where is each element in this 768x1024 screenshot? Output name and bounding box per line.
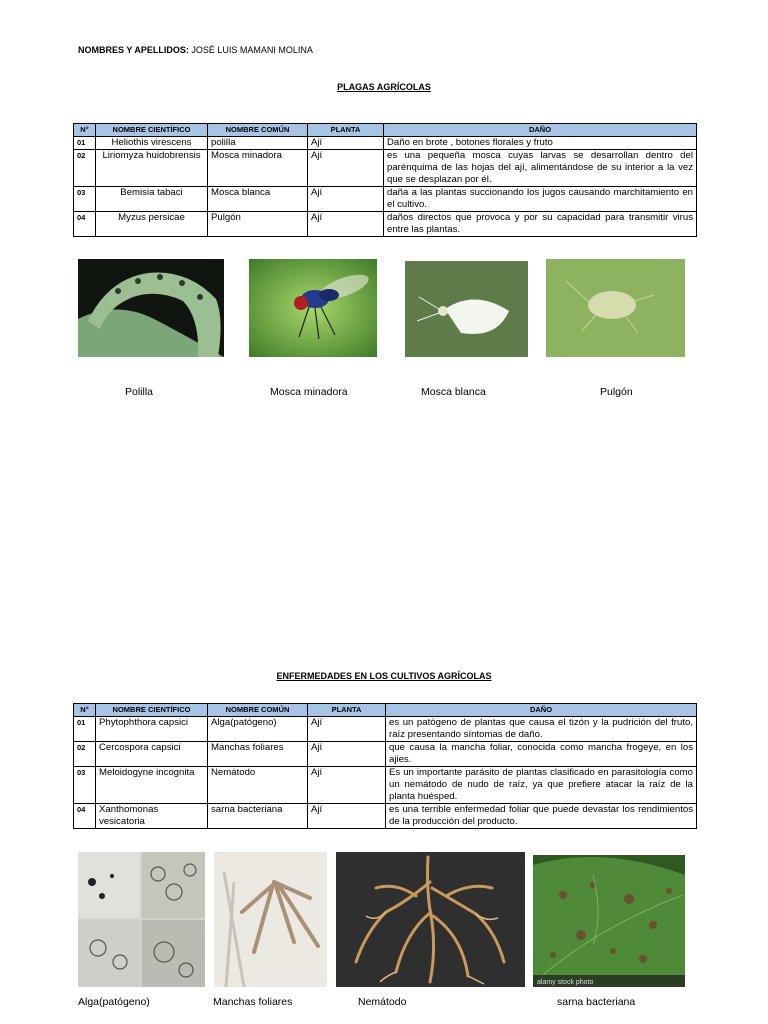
caption-mosca-blanca: Mosca blanca [421, 386, 486, 398]
plant: Ají [308, 767, 386, 804]
fly-photo [249, 259, 377, 357]
pests-table-header [74, 124, 697, 137]
caption-sarna-bacteriana: sarna bacteriana [557, 996, 636, 1008]
caption-manchas-foliares: Manchas foliares [213, 996, 293, 1008]
nematode-roots-photo [336, 852, 525, 987]
author-line [78, 45, 313, 55]
damage: daños directos que provoca y por su capacidad para transmitir virus entre las plantas. [384, 212, 697, 237]
table-row [74, 137, 697, 150]
col-damage: DAÑO [384, 124, 697, 137]
plant: Ají [308, 150, 384, 187]
common-name: polilla [208, 137, 308, 150]
caption-polilla: Polilla [125, 386, 154, 398]
scientific-name: Myzus persicae [96, 212, 208, 237]
table-row [74, 212, 697, 237]
scientific-name: Cercospora capsici [96, 742, 208, 767]
stock-watermark: alamy stock photo [537, 979, 594, 986]
damage: Daño en brote , botones florales y fruto [384, 137, 697, 150]
col-common: NOMBRE COMÚN [208, 124, 308, 137]
plant: Ají [308, 717, 386, 742]
table-row [74, 742, 697, 767]
scientific-name: Xanthomonas vesicatoria [96, 804, 208, 829]
col-sci: NOMBRE CIENTÍFICO [96, 704, 208, 717]
damage: Es un importante parásito de plantas clasificado en parasitología como un nemátodo de nudo de raíz, ya que prefiere atacar la raíz de la planta huésped. [386, 767, 697, 804]
plant: Ají [308, 187, 384, 212]
pathogen-micrograph-photo [78, 852, 205, 987]
col-damage: DAÑO [386, 704, 697, 717]
row-number: 02 [74, 150, 96, 187]
row-number: 03 [74, 767, 96, 804]
author-name: JOSÉ LUIS MAMANI MOLINA [191, 45, 313, 55]
common-name: Alga(patógeno) [208, 717, 308, 742]
row-number: 01 [74, 717, 96, 742]
pests-table [73, 123, 697, 237]
caption-alga: Alga(patógeno) [78, 996, 150, 1008]
common-name: Nemátodo [208, 767, 308, 804]
col-sci: NOMBRE CIENTÍFICO [96, 124, 208, 137]
damage: que causa la mancha foliar, conocida como mancha frogeye, en los ajies. [386, 742, 697, 767]
damage: es un patógeno de plantas que causa el tizón y la pudrición del fruto, raíz presentando síntomas de daño. [386, 717, 697, 742]
table-row [74, 804, 697, 829]
caption-mosca-minadora: Mosca minadora [270, 386, 348, 398]
col-plant: PLANTA [308, 124, 384, 137]
diseases-table-header [74, 704, 697, 717]
table-row [74, 150, 697, 187]
plant: Ají [308, 137, 384, 150]
row-number: 04 [74, 212, 96, 237]
common-name: Pulgón [208, 212, 308, 237]
pests-title: PLAGAS AGRÍCOLAS [337, 82, 431, 92]
row-number: 02 [74, 742, 96, 767]
common-name: Manchas foliares [208, 742, 308, 767]
cercospora-spores-photo [214, 852, 327, 987]
whitefly-photo [405, 261, 528, 357]
scientific-name: Liriomyza huidobrensis [96, 150, 208, 187]
plant: Ají [308, 804, 386, 829]
caterpillar-photo [78, 259, 224, 357]
row-number: 01 [74, 137, 96, 150]
common-name: sarna bacteriana [208, 804, 308, 829]
row-number: 04 [74, 804, 96, 829]
damage: es una terrible enfermedad foliar que puede devastar los rendimientos de la producción del producto. [386, 804, 697, 829]
col-n: N° [74, 704, 96, 717]
col-n: N° [74, 124, 96, 137]
diseases-title: ENFERMEDADES EN LOS CULTIVOS AGRÍCOLAS [276, 671, 492, 681]
scientific-name: Heliothis virescens [96, 137, 208, 150]
caption-nematodo: Nemátodo [358, 996, 407, 1008]
plant: Ají [308, 742, 386, 767]
row-number: 03 [74, 187, 96, 212]
col-common: NOMBRE COMÚN [208, 704, 308, 717]
scientific-name: Phytophthora capsici [96, 717, 208, 742]
diseases-table [73, 703, 697, 829]
table-row [74, 187, 697, 212]
bacterial-spot-leaf-photo [533, 855, 685, 987]
col-plant: PLANTA [308, 704, 386, 717]
scientific-name: Bemisia tabaci [96, 187, 208, 212]
aphid-photo [546, 259, 685, 357]
damage: daña a las plantas succionando los jugos causando marchitamiento en el cultivo. [384, 187, 697, 212]
scientific-name: Meloidogyne incognita [96, 767, 208, 804]
author-label: NOMBRES Y APELLIDOS: [78, 45, 189, 55]
table-row [74, 717, 697, 742]
common-name: Mosca blanca [208, 187, 308, 212]
common-name: Mosca minadora [208, 150, 308, 187]
damage: es una pequeña mosca cuyas larvas se desarrollan dentro del parénquima de las hojas del ají, alimentándose de su interior a la vez que se desplazan por él. [384, 150, 697, 187]
table-row [74, 767, 697, 804]
plant: Ají [308, 212, 384, 237]
caption-pulgon: Pulgón [600, 386, 633, 398]
